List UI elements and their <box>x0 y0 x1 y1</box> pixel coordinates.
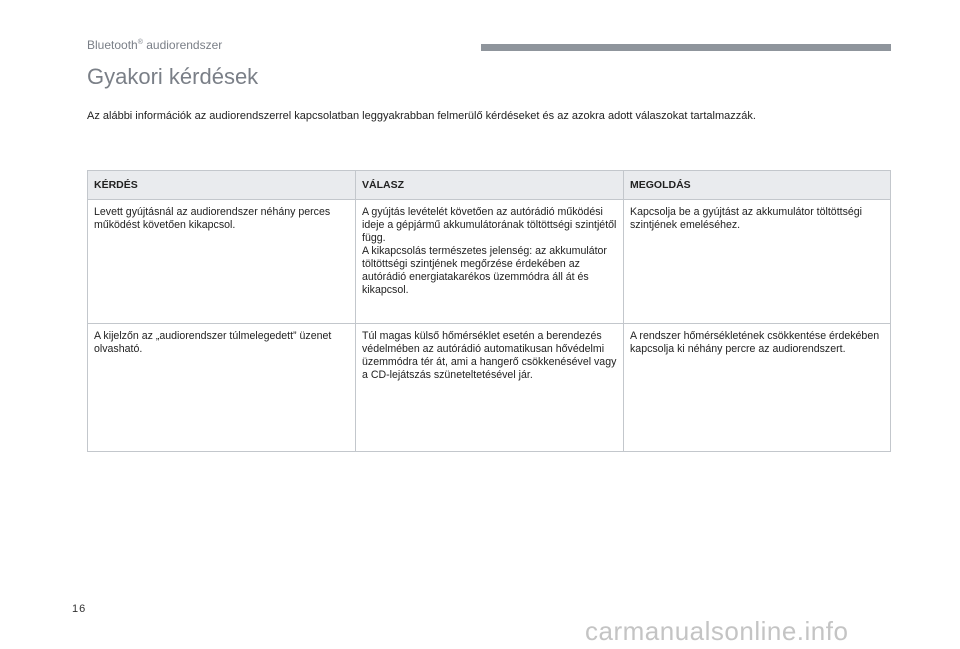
question-cell: Levett gyújtásnál az audiorendszer néhány perces működést követően kikapcsol. <box>88 200 356 324</box>
page-number: 16 <box>72 603 87 615</box>
section-label: Bluetooth® audiorendszer <box>87 38 223 52</box>
answer-cell <box>356 200 624 324</box>
answer-line: Túl magas külső hőmérséklet esetén a berendezés védelmében az autórádió automatikusan hővédelmi üzemmódra tér át, ami a hangerő csökkenésével vagy a CD-lejátszás szüneteltetésével jár. <box>362 330 617 381</box>
answer-cell <box>356 324 624 452</box>
faq-table <box>87 170 891 452</box>
header-bar <box>481 44 891 51</box>
header-answer: VÁLASZ <box>356 171 624 200</box>
intro-text: Az alábbi információk az audiorendszerrel kapcsolatban leggyakrabban felmerülő kérdéseket és az azokra adott válaszokat tartalmazzák. <box>87 110 756 122</box>
table-header-row <box>88 171 891 200</box>
answer-line: A kikapcsolás természetes jelenség: az akkumulátor töltöttségi szintjének megőrzése érdekében az autórádió energiatakarékos üzemmódra áll át és kikapcsol. <box>362 245 607 296</box>
header-solution: MEGOLDÁS <box>624 171 891 200</box>
header-question: KÉRDÉS <box>88 171 356 200</box>
solution-cell: Kapcsolja be a gyújtást az akkumulátor töltöttségi szintjének emeléséhez. <box>624 200 891 324</box>
page-title: Gyakori kérdések <box>87 64 259 89</box>
answer-line: A gyújtás levételét követően az autórádió működési ideje a gépjármű akkumulátorának töltöttségi szintjétől függ. <box>362 206 617 244</box>
table-row <box>88 324 891 452</box>
watermark: carmanualsonline.info <box>585 616 849 646</box>
registered-mark: ® <box>137 39 143 46</box>
question-cell: A kijelzőn az „audiorendszer túlmelegedett” üzenet olvasható. <box>88 324 356 452</box>
table-row <box>88 200 891 324</box>
solution-cell: A rendszer hőmérsékletének csökkentése érdekében kapcsolja ki néhány percre az audiorendszert. <box>624 324 891 452</box>
